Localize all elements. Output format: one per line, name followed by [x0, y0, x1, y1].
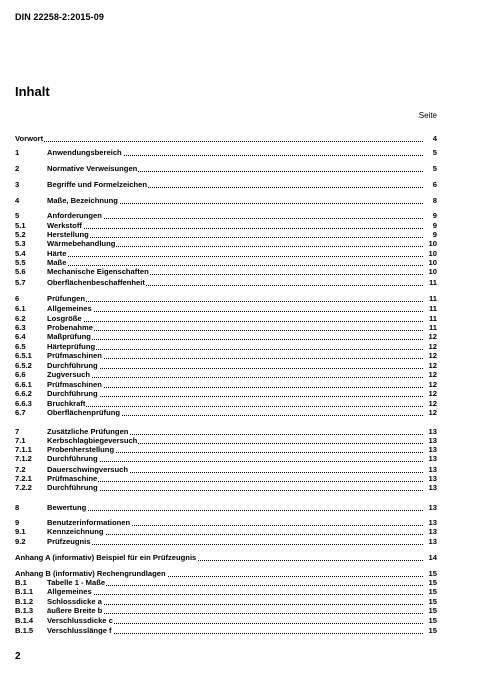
toc-entry-page: 8: [432, 196, 437, 205]
toc-entry-title: Zusätzliche Prüfungen: [47, 427, 129, 436]
toc-entry-title-leader: [47, 267, 423, 277]
toc-entry[interactable]: [15, 503, 437, 513]
toc-entry-number: 6.6.2: [15, 389, 32, 398]
toc-entry-title: Vorwort: [15, 134, 44, 143]
toc-entry-title: Anhang B (informativ) Rechengrundlagen: [15, 569, 166, 578]
toc-entry-page: 13: [428, 518, 437, 527]
toc-entry-number: 6: [15, 294, 20, 303]
toc-entry-number: 7: [15, 427, 20, 436]
toc-entry-page: 11: [428, 294, 437, 303]
toc-entry[interactable]: [15, 332, 437, 342]
toc-entry[interactable]: [15, 454, 437, 464]
toc-entry-title: Verschlusslänge f: [47, 626, 112, 635]
toc-entry[interactable]: [15, 483, 437, 493]
toc-entry-page: 12: [428, 380, 437, 389]
toc-entry-title-leader: [47, 294, 423, 304]
toc-entry-title: Dauerschwingversuch: [47, 465, 129, 474]
toc-entry-title: Allgemeines: [47, 587, 92, 596]
toc-entry[interactable]: [15, 164, 437, 174]
toc-entry-number: 5.1: [15, 221, 26, 230]
toc-entry-page: 12: [428, 399, 437, 408]
toc-entry-number: 8: [15, 503, 20, 512]
toc-entry-title: Oberflächenbeschaffenheit: [47, 278, 145, 287]
toc-entry-title-leader: [47, 332, 423, 342]
toc-entry-number: 2: [15, 164, 20, 173]
toc-entry-number: 6.2: [15, 314, 26, 323]
toc-entry-page: 11: [428, 304, 437, 313]
toc-entry-title-leader: [47, 211, 423, 221]
toc-entry-title-leader: [47, 278, 423, 288]
toc-entry-page: 12: [428, 370, 437, 379]
toc-entry[interactable]: [15, 267, 437, 277]
toc-entry-number: 5.4: [15, 249, 26, 258]
toc-entry-number: 9.1: [15, 527, 26, 536]
page-title: Inhalt: [15, 84, 50, 99]
toc-entry-title-leader: [47, 239, 423, 249]
toc-entry-title-leader: [47, 527, 423, 537]
toc-entry-title: Zugversuch: [47, 370, 91, 379]
toc-entry-title-leader: [47, 537, 423, 547]
toc-entry-page: 13: [428, 454, 437, 463]
toc-entry-number: 5.7: [15, 278, 26, 287]
toc-entry-number: 6.6: [15, 370, 26, 379]
toc-entry[interactable]: [15, 587, 437, 597]
toc-entry-title: Anhang A (informativ) Beispiel für ein Prüfzeugnis: [15, 553, 197, 562]
toc-entry-page: 15: [428, 597, 437, 606]
toc-entry-title-leader: [47, 180, 423, 190]
toc-entry-number: B.1.1: [15, 587, 34, 596]
toc-entry-number: 7.1.1: [15, 445, 32, 454]
toc-entry-title: Durchführung: [47, 483, 98, 492]
toc-entry-page: 11: [428, 278, 437, 287]
toc-entry[interactable]: [15, 553, 437, 563]
toc-entry-page: 13: [428, 527, 437, 536]
toc-entry-title: Durchführung: [47, 361, 98, 370]
toc-entry-page: 13: [428, 483, 437, 492]
toc-entry-title-leader: [47, 351, 423, 361]
toc-entry-title-leader: [47, 454, 423, 464]
toc-entry-page: 11: [428, 323, 437, 332]
toc-entry-page: 13: [428, 503, 437, 512]
toc-entry-page: 9: [432, 221, 437, 230]
toc-entry-page: 15: [428, 616, 437, 625]
toc-entry-title: Schlossdicke a: [47, 597, 102, 606]
toc-entry-title: Prüfmaschinen: [47, 380, 102, 389]
toc-entry-number: 7.2.2: [15, 483, 32, 492]
toc-entry[interactable]: [15, 606, 437, 616]
toc-entry-number: B.1.3: [15, 606, 34, 615]
toc-entry-title: Herstellung: [47, 230, 89, 239]
toc-entry-page: 13: [428, 445, 437, 454]
toc-entry-title: Begriffe und Formelzeichen: [47, 180, 147, 189]
toc-entry-page: 6: [432, 180, 437, 189]
toc-entry-number: 6.1: [15, 304, 26, 313]
toc-entry-number: 4: [15, 196, 20, 205]
toc-entry-number: B.1.5: [15, 626, 34, 635]
toc-entry-title-leader: [47, 164, 423, 174]
toc-entry[interactable]: [15, 389, 437, 399]
toc-entry-title-leader: [15, 134, 423, 144]
toc-entry-page: 13: [428, 537, 437, 546]
toc-entry-page: 13: [428, 474, 437, 483]
toc-entry-page: 4: [432, 134, 437, 143]
toc-entry-page: 9: [432, 230, 437, 239]
toc-entry-title-leader: [47, 616, 423, 626]
toc-entry-number: 5.5: [15, 258, 26, 267]
toc-entry-number: 5: [15, 211, 20, 220]
toc-entry-title-leader: [47, 606, 423, 616]
toc-entry-title: Kerbschlagbiegeversuch: [47, 436, 138, 445]
toc-entry-page: 13: [428, 436, 437, 445]
toc-entry[interactable]: [15, 148, 437, 158]
toc-entry-title: Verschlussdicke c: [47, 616, 113, 625]
toc-entry[interactable]: [15, 278, 437, 288]
toc-entry-page: 10: [428, 239, 437, 248]
toc-entry-number: 6.3: [15, 323, 26, 332]
toc-entry-page: 5: [432, 164, 437, 173]
toc-entry-page: 12: [428, 342, 437, 351]
toc-entry-title: Härte: [47, 249, 67, 258]
toc-entry-title-leader: [47, 503, 423, 513]
toc-entry-page: 12: [428, 361, 437, 370]
toc-entry-page: 10: [428, 249, 437, 258]
toc-entry-number: 9: [15, 518, 20, 527]
toc-entry-number: 6.5.2: [15, 361, 32, 370]
toc-entry-title: Durchführung: [47, 389, 98, 398]
toc-entry-page: 13: [428, 465, 437, 474]
toc-entry-page: 11: [428, 314, 437, 323]
toc-entry-number: 6.6.3: [15, 399, 32, 408]
toc-entry-title: Prüfungen: [47, 294, 85, 303]
document-id: DIN 22258-2:2015-09: [15, 12, 104, 22]
toc-entry-title-leader: [47, 196, 423, 206]
toc-entry[interactable]: [15, 626, 437, 636]
toc-entry[interactable]: [15, 134, 437, 144]
toc-entry-title-leader: [47, 626, 423, 636]
toc-entry-page: 12: [428, 332, 437, 341]
toc-entry-number: 1: [15, 148, 20, 157]
toc-entry-number: 9.2: [15, 537, 26, 546]
toc-entry-number: B.1.4: [15, 616, 34, 625]
toc-entry-title: Durchführung: [47, 454, 98, 463]
toc-entry-title: Anforderungen: [47, 211, 102, 220]
toc-entry-page: 15: [428, 569, 437, 578]
toc-entry-title: Normative Verweisungen: [47, 164, 138, 173]
toc-entry-title-leader: [47, 148, 423, 158]
toc-entry-title: Probenahme: [47, 323, 93, 332]
toc-entry-title: Allgemeines: [47, 304, 92, 313]
toc-entry-number: B.1: [15, 578, 27, 587]
toc-entry-page: 14: [428, 553, 437, 562]
toc-entry-title: äußere Breite b: [47, 606, 103, 615]
toc-entry[interactable]: [15, 527, 437, 537]
toc-entry-number: 6.5.1: [15, 351, 32, 360]
toc-entry-page: 15: [428, 626, 437, 635]
toc-entry-number: 6.7: [15, 408, 26, 417]
toc-entry[interactable]: [15, 304, 437, 314]
toc-entry-title-leader: [47, 408, 423, 418]
toc-entry-title-leader: [15, 553, 423, 563]
toc-entry[interactable]: [15, 408, 437, 418]
toc-entry-title: Bruchkraft: [47, 399, 86, 408]
toc-entry-title: Werkstoff: [47, 221, 82, 230]
toc-entry-page: 10: [428, 258, 437, 267]
toc-entry-number: 7.1: [15, 436, 26, 445]
toc-entry-page: 12: [428, 408, 437, 417]
toc-entry-title: Probenherstellung: [47, 445, 115, 454]
toc-entry-page: 10: [428, 267, 437, 276]
toc-entry-title: Oberflächenprüfung: [47, 408, 120, 417]
toc-entry-number: 7.2.1: [15, 474, 32, 483]
toc-entry-number: 7.1.2: [15, 454, 32, 463]
toc-entry-title: Benutzerinformationen: [47, 518, 131, 527]
toc-entry-title-leader: [47, 483, 423, 493]
toc-entry-title: Maße, Bezeichnung: [47, 196, 118, 205]
page-number: 2: [15, 651, 21, 662]
toc-entry[interactable]: [15, 370, 437, 380]
toc-entry-title: Mechanische Eigenschaften: [47, 267, 149, 276]
toc-entry[interactable]: [15, 351, 437, 361]
toc-entry-title: Kennzeichnung: [47, 527, 104, 536]
toc-entry-title-leader: [47, 389, 423, 399]
toc-entry-number: B.1.2: [15, 597, 34, 606]
toc-entry-page: 13: [428, 427, 437, 436]
toc-entry-title: Tabelle 1 - Maße: [47, 578, 106, 587]
toc-entry-page: 12: [428, 389, 437, 398]
toc-entry-title: Maßprüfung: [47, 332, 91, 341]
toc-entry-title-leader: [47, 304, 423, 314]
toc-entry-number: 5.2: [15, 230, 26, 239]
toc-entry-number: 7.2: [15, 465, 26, 474]
toc-entry-number: 6.6.1: [15, 380, 32, 389]
toc-entry-page: 15: [428, 606, 437, 615]
page-column-label: Seite: [418, 111, 437, 120]
toc-entry-page: 12: [428, 351, 437, 360]
toc-entry-number: 3: [15, 180, 20, 189]
toc-entry-page: 9: [432, 211, 437, 220]
toc-entry-number: 5.3: [15, 239, 26, 248]
toc-entry[interactable]: [15, 180, 437, 190]
toc-entry-title: Härteprüfung: [47, 342, 96, 351]
toc-entry-title-leader: [47, 370, 423, 380]
toc-entry-number: 6.5: [15, 342, 26, 351]
toc-entry-title: Wärmebehandlung: [47, 239, 116, 248]
toc-entry[interactable]: [15, 239, 437, 249]
toc-entry-title: Prüfmaschinen: [47, 351, 102, 360]
toc-entry[interactable]: [15, 294, 437, 304]
toc-entry-page: 15: [428, 578, 437, 587]
toc-entry-number: 6.4: [15, 332, 26, 341]
toc-entry[interactable]: [15, 616, 437, 626]
toc-entry-title: Maße: [47, 258, 67, 267]
toc-entry-title: Prüfzeugnis: [47, 537, 91, 546]
toc-entry[interactable]: [15, 196, 437, 206]
toc-entry-title-leader: [47, 587, 423, 597]
toc-entry-number: 5.6: [15, 267, 26, 276]
toc-entry-page: 15: [428, 587, 437, 596]
toc-entry-page: 5: [432, 148, 437, 157]
toc-entry-title: Bewertung: [47, 503, 87, 512]
toc-entry-title: Losgröße: [47, 314, 82, 323]
toc-entry[interactable]: [15, 211, 437, 221]
toc-entry-title: Anwendungsbereich: [47, 148, 122, 157]
toc-entry[interactable]: [15, 537, 437, 547]
toc-entry-title: Prüfmaschine: [47, 474, 98, 483]
